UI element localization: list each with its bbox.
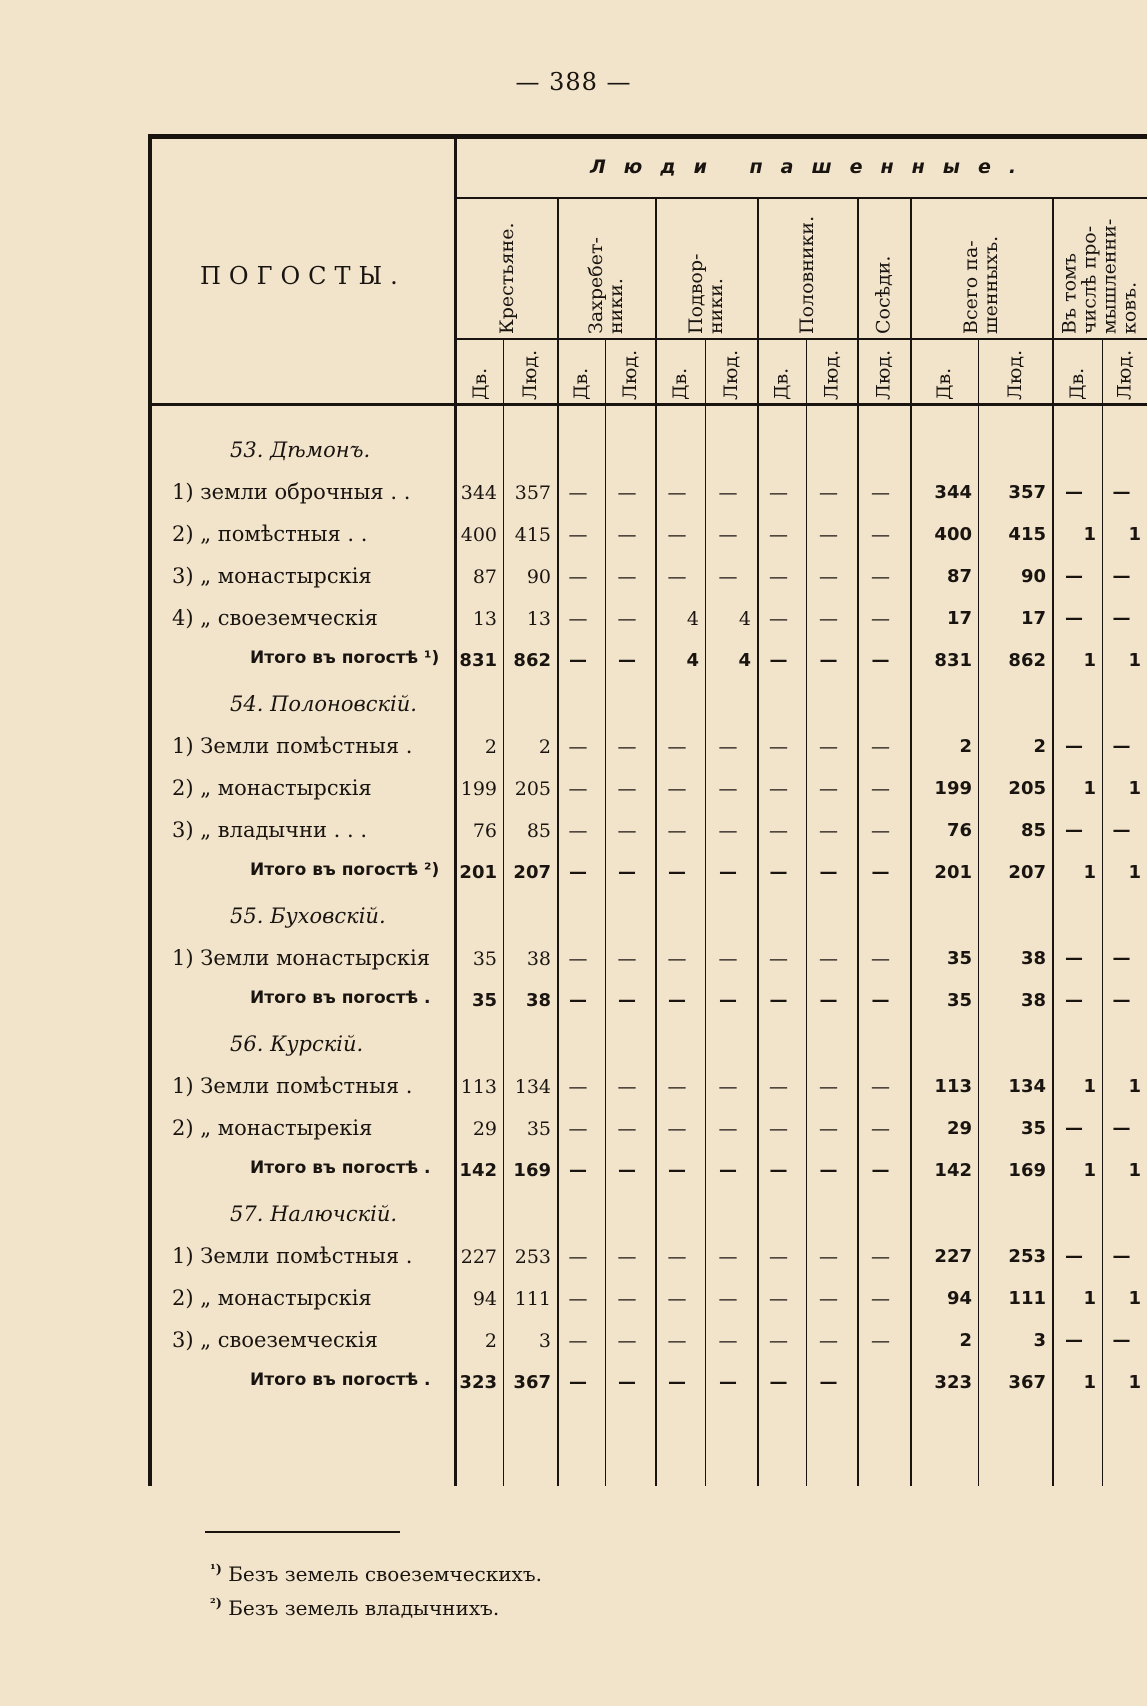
table-cell: — [871,1330,890,1352]
subheader-3-2: Люд. [720,349,742,400]
table-cell: — [617,608,637,630]
table-cell: 38 [525,990,551,1011]
table-cell: — [667,1246,687,1268]
table-cell: 2 [1033,736,1046,757]
table-cell: — [569,1372,587,1393]
table-cell: — [667,1118,687,1140]
table-cell: — [718,566,738,588]
table-cell: 13 [526,608,551,630]
section-title-4: 56. Курскій. [230,1032,364,1056]
table-cell: 142 [934,1160,972,1181]
table-cell: 3 [538,1330,551,1352]
table-cell: — [568,1288,588,1310]
table-cell: — [569,1160,587,1181]
subheader-7-1: Дв. [1066,367,1088,400]
table-cell: 1 [1083,778,1096,799]
table-cell: — [769,862,788,883]
table-cell: — [617,1118,637,1140]
table-cell: 199 [460,778,497,800]
column-rule [1102,340,1103,1486]
table-cell: — [719,1372,737,1393]
table-cell: 357 [1008,482,1046,503]
table-cell: — [667,820,687,842]
table-cell: — [617,524,637,546]
table-cell: 85 [1020,820,1046,841]
table-cell: — [568,524,588,546]
table-cell: — [718,778,738,800]
footnote-rule [205,1531,400,1533]
table-cell: — [871,1076,890,1098]
table-cell: — [1065,990,1083,1011]
table-cell: 862 [513,650,551,671]
table-cell: — [819,1288,838,1310]
row-label: 2) „ монастырскія [172,776,372,800]
table-cell: — [819,820,838,842]
column-header-4: Половники. [796,215,818,334]
table-cell: — [1112,1246,1131,1267]
table-cell: — [568,736,588,758]
table-cell: 1 [1083,650,1096,671]
table-cell: 134 [514,1076,551,1098]
row-label: 1) Земли монастырскія [172,946,430,970]
column-header-7: Въ томъ числѣ про-мышленни-ковъ. [1058,218,1141,334]
table-cell: — [618,862,636,883]
table-cell: — [718,948,738,970]
row-label: 1) Земли помѣстныя . [172,734,413,758]
table-cell: — [668,1160,686,1181]
table-cell: — [667,482,687,504]
table-cell: — [769,1330,788,1352]
table-cell: — [617,566,637,588]
table-cell: — [568,820,588,842]
table-cell: — [667,736,687,758]
table-cell: — [871,948,890,970]
table-cell: — [617,1076,637,1098]
table-cell: — [617,778,637,800]
table-cell: 87 [946,566,972,587]
table-cell: 415 [1008,524,1046,545]
table-cell: — [568,1330,588,1352]
table-cell: — [1065,566,1083,587]
footnote-1-text: Безъ земель своеземческихъ. [228,1562,542,1586]
table-cell: — [618,990,636,1011]
table-cell: — [568,566,588,588]
table-cell: 2 [959,736,972,757]
table-cell: 169 [1008,1160,1046,1181]
row-total-label: Итого въ погостѣ . [250,988,431,1008]
row-label: 2) „ помѣстныя . . [172,522,368,546]
table-cell: — [871,778,890,800]
table-cell: 1 [1128,862,1141,883]
table-cell: 253 [514,1246,551,1268]
column-header-1: Крестьяне. [496,222,518,334]
table-cell: — [568,1246,588,1268]
table-cell: 35 [471,990,497,1011]
table-cell: — [667,566,687,588]
row-label: 3) „ владычни . . . [172,818,368,842]
table-cell: 35 [946,948,972,969]
table-cell: 2 [484,736,497,758]
table-cell: — [769,608,788,630]
table-cell: 207 [513,862,551,883]
table-cell: — [617,1246,637,1268]
table-cell: — [668,1372,686,1393]
table-cell: 1 [1083,1160,1096,1181]
table-cell: 38 [526,948,551,970]
table-cell: — [618,1160,636,1181]
table-cell: 4 [686,608,699,630]
table-cell: 344 [460,482,497,504]
footnote-1-mark: ¹) [210,1562,222,1578]
table-cell: 113 [934,1076,972,1097]
table-cell: — [1112,948,1131,969]
table-cell: — [819,1160,838,1181]
table-cell: — [668,862,686,883]
table-cell: — [569,862,587,883]
table-cell: — [667,1076,687,1098]
table-cell: — [718,1076,738,1098]
column-rule [705,340,706,1486]
table-cell: 415 [514,524,551,546]
subheader-1-1: Дв. [469,367,491,400]
table-cell: — [769,990,788,1011]
table-cell: — [819,650,838,671]
table-cell: — [667,948,687,970]
table-cell: 1 [1083,1076,1096,1097]
row-label: 2) „ монастырекія [172,1116,373,1140]
table-cell: — [1065,736,1083,757]
table-cell: 113 [460,1076,497,1098]
table-cell: — [667,778,687,800]
table-cell: 2 [959,1330,972,1351]
table-cell: — [769,524,788,546]
table-cell: — [769,1076,788,1098]
table-cell: 1 [1128,1372,1141,1393]
table-cell: 323 [459,1372,497,1393]
table-cell: — [718,1330,738,1352]
table-cell: — [769,566,788,588]
pogosty-header: ПОГОСТЫ. [200,262,406,290]
table-cell: — [769,1118,788,1140]
table-cell: 323 [934,1372,972,1393]
table-cell: — [769,1160,788,1181]
table-cell: — [871,990,890,1011]
table-cell: 1 [1128,778,1141,799]
table-cell: 831 [459,650,497,671]
table-cell: 831 [934,650,972,671]
table-cell: 1 [1083,1372,1096,1393]
table-cell: — [617,820,637,842]
column-rule [978,340,979,1486]
row-label: 2) „ монастырскія [172,1286,372,1310]
table-cell: — [1065,1330,1083,1351]
table-left-rule [148,134,152,1486]
table-cell: — [568,778,588,800]
table-cell: — [819,1076,838,1098]
table-cell: 38 [1020,948,1046,969]
table-cell: — [1112,1330,1131,1351]
table-cell: — [617,1330,637,1352]
table-cell: 35 [526,1118,551,1140]
table-cell: — [667,1330,687,1352]
table-cell: — [718,820,738,842]
table-cell: — [617,1288,637,1310]
table-cell: — [718,736,738,758]
table-top-rule [148,134,1147,139]
row-label: 1) земли оброчныя . . [172,480,411,504]
table-cell: — [718,1288,738,1310]
table-cell: 1 [1128,1076,1141,1097]
table-cell: 4 [738,650,751,671]
table-cell: 205 [1008,778,1046,799]
table-cell: — [569,650,587,671]
table-cell: 199 [934,778,972,799]
subheader-4-2: Люд. [820,349,843,400]
table-cell: — [871,1118,890,1140]
table-cell: — [1112,1118,1131,1139]
table-cell: 1 [1083,862,1096,883]
table-cell: — [769,482,788,504]
table-cell: — [769,820,788,842]
row-label: 1) Земли помѣстныя . [172,1074,413,1098]
table-cell: 207 [1008,862,1046,883]
subheader-rule [457,338,1147,340]
subheader-1-2: Люд. [519,349,541,400]
table-cell: — [1112,736,1131,757]
table-cell: — [819,1118,838,1140]
table-cell: 367 [513,1372,551,1393]
table-cell: — [819,948,838,970]
table-cell: — [617,482,637,504]
table-cell: 85 [526,820,551,842]
table-cell: 3 [1033,1330,1046,1351]
table-cell: — [1112,566,1131,587]
table-cell: 134 [1008,1076,1046,1097]
table-cell: — [568,948,588,970]
table-cell: 227 [934,1246,972,1267]
table-cell: 111 [514,1288,551,1310]
table-cell: — [871,566,890,588]
table-cell: — [568,1118,588,1140]
table-cell: — [871,482,890,504]
table-cell: — [871,524,890,546]
page-number: — 388 — [515,68,632,96]
table-cell: — [718,1118,738,1140]
table-cell: 400 [934,524,972,545]
table-cell: — [568,608,588,630]
table-cell: — [1112,608,1131,629]
table-cell: 400 [460,524,497,546]
table-cell: — [819,524,838,546]
table-cell: 205 [514,778,551,800]
row-total-label: Итого въ погостѣ . [250,1158,431,1178]
table-cell: 76 [946,820,972,841]
table-cell: — [668,990,686,1011]
table-cell: — [718,1246,738,1268]
row-total-label: Итого въ погостѣ ²) [250,860,440,880]
table-cell: — [1112,820,1131,841]
table-cell: — [819,736,838,758]
table-cell: 357 [514,482,551,504]
header-bottom-rule [148,403,1147,406]
ludi-pashennye-header: Люди пашенные. [590,156,1035,178]
table-cell: 76 [472,820,497,842]
table-cell: — [718,524,738,546]
table-cell: 227 [460,1246,497,1268]
stub-column-rule [454,134,457,1486]
table-cell: — [667,1288,687,1310]
table-cell: 4 [738,608,751,630]
table-cell: — [819,482,838,504]
table-cell: 94 [946,1288,972,1309]
subheader-7-2: Люд. [1113,349,1136,400]
table-cell: — [871,862,890,883]
table-cell: — [871,1160,890,1181]
table-cell: — [769,1372,788,1393]
table-cell: — [718,482,738,504]
table-cell: 862 [1008,650,1046,671]
table-cell: — [871,1288,890,1310]
section-title-5: 57. Налючскій. [230,1202,398,1226]
row-label: 4) „ своеземческія [172,606,378,630]
subheader-2-2: Люд. [619,349,641,400]
table-cell: 90 [526,566,551,588]
table-cell: — [769,778,788,800]
table-cell: 253 [1008,1246,1046,1267]
column-header-2: Захребет-ники. [585,237,627,334]
table-cell: — [819,778,838,800]
table-cell: 1 [1083,1288,1096,1309]
table-cell: — [871,820,890,842]
table-cell: — [1112,482,1131,503]
table-cell: — [769,948,788,970]
table-cell: — [871,1246,890,1268]
subheader-3-1: Дв. [669,367,691,400]
table-cell: 17 [1020,608,1046,629]
table-cell: 201 [459,862,497,883]
subheader-4-1: Дв. [770,367,793,400]
table-cell: — [819,1246,838,1268]
table-cell: — [819,862,838,883]
table-cell: — [719,862,737,883]
section-title-1: 53. Дѣмонъ. [230,438,371,462]
table-cell: — [819,608,838,630]
column-rule [605,340,606,1486]
row-label: 3) „ своеземческія [172,1328,378,1352]
footnote-2-mark: ²) [210,1596,222,1612]
table-cell: 38 [1020,990,1046,1011]
table-cell: 1 [1128,1288,1141,1309]
table-cell: — [871,608,890,630]
section-title-2: 54. Полоновскій. [230,692,417,716]
row-total-label: Итого въ погостѣ ¹) [250,648,440,668]
row-total-label: Итого въ погостѣ . [250,1370,431,1390]
table-cell: 1 [1128,650,1141,671]
table-cell: — [569,990,587,1011]
table-cell: — [1065,1246,1083,1267]
table-cell: — [568,1076,588,1098]
table-cell: 35 [1020,1118,1046,1139]
table-cell: 2 [484,1330,497,1352]
table-cell: 367 [1008,1372,1046,1393]
column-header-3: Подвор-ники. [685,253,727,334]
table-cell: — [769,650,788,671]
table-cell: 344 [934,482,972,503]
table-cell: — [618,1372,636,1393]
table-cell: 2 [538,736,551,758]
table-cell: 1 [1083,524,1096,545]
table-cell: 142 [459,1160,497,1181]
table-cell: 29 [472,1118,497,1140]
table-cell: — [568,482,588,504]
table-cell: — [769,1246,788,1268]
table-cell: 35 [472,948,497,970]
table-cell: 35 [946,990,972,1011]
ludi-underline [457,197,1147,199]
subheader-6-1: Дв. [933,367,955,400]
table-cell: — [1065,1118,1083,1139]
table-cell: — [819,566,838,588]
table-cell: — [1065,948,1083,969]
table-cell: — [819,990,838,1011]
table-cell: — [1112,990,1131,1011]
table-cell: — [819,1372,838,1393]
column-header-5: Сосѣди. [872,255,895,334]
table-cell: — [819,1330,838,1352]
column-header-6: Всего па-шенныхъ. [960,235,1002,334]
footnote-2-text: Безъ земель владычнихъ. [228,1596,500,1620]
section-title-3: 55. Буховскій. [230,904,386,928]
table-cell: — [1065,608,1083,629]
table-cell: — [871,736,890,758]
table-cell: 4 [686,650,699,671]
table-cell: — [719,1160,737,1181]
table-cell: — [1065,482,1083,503]
column-rule [806,340,807,1486]
table-cell: 90 [1020,566,1046,587]
table-cell: — [618,650,636,671]
subheader-5-1: Люд. [872,349,895,400]
table-cell: 1 [1128,524,1141,545]
table-cell: 17 [946,608,972,629]
column-rule [503,340,504,1486]
row-label: 3) „ монастырскія [172,564,372,588]
footnote-2 [210,1596,499,1620]
table-cell: — [769,1288,788,1310]
table-cell: 87 [472,566,497,588]
table-cell: — [667,524,687,546]
table-cell: 13 [472,608,497,630]
table-cell: — [871,650,890,671]
table-cell: 94 [472,1288,497,1310]
subheader-2-1: Дв. [570,367,592,400]
table-cell: 29 [946,1118,972,1139]
footnote-1 [210,1562,542,1586]
table-cell: — [1065,820,1083,841]
table-cell: — [769,736,788,758]
row-label: 1) Земли помѣстныя . [172,1244,413,1268]
table-cell: 111 [1008,1288,1046,1309]
table-cell: — [617,948,637,970]
table-cell: 1 [1128,1160,1141,1181]
table-cell: 169 [513,1160,551,1181]
table-cell: — [617,736,637,758]
table-cell: 201 [934,862,972,883]
subheader-6-2: Люд. [1004,349,1026,400]
table-cell: — [719,990,737,1011]
